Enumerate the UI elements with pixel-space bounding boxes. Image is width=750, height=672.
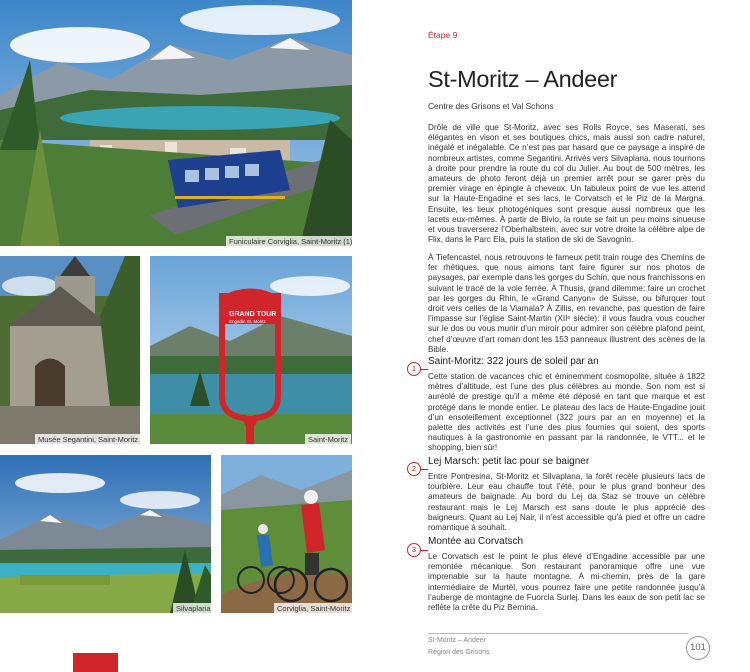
caption-segantini: Musée Segantini, Saint-Moritz [35, 434, 141, 445]
section-text-2: Entre Pontresina, St-Moritz et Silvaplana, la forêt recèle plusieurs lacs de tourbière. Leur eau chauffe tout l’été, pour le plus grand bonheur des amateurs de baignade. Au bord du Lej da Staz se trouve un célèbre restaurant mais le Lej Marsch est sans doute le plus apprécié des baigneurs. Quant au Lej Nair, il n’est accessible qu’à pied et offre un cadre romantique à souhait. [428, 472, 705, 533]
section-marker-2: 2 [407, 462, 421, 476]
page-title: St-Moritz – Andeer [428, 66, 618, 92]
grand-tour-sign-image [150, 256, 352, 444]
photo-corviglia [221, 455, 352, 613]
page-number: 101 [686, 636, 710, 660]
section-marker-3: 3 [407, 543, 421, 557]
page-edge-tab [73, 653, 118, 672]
page-subtitle: Centre des Grisons et Val Schons [428, 101, 554, 111]
photo-funicular [0, 0, 352, 246]
photo-grand-tour [150, 256, 352, 444]
section-marker-1: 1 [407, 362, 421, 376]
sign-text-line1: GRAND TOUR [229, 311, 277, 318]
segantini-museum-image [0, 256, 140, 444]
footer-divider [428, 633, 688, 634]
sign-text-line2: Engadin St. Moritz [229, 319, 266, 324]
section-marker-line-2 [420, 469, 428, 470]
footer-region: Région des Grisons [428, 649, 490, 656]
section-text-3: Le Corvatsch est le point le plus élevé d’Engadine accessible par une remontée mécanique. Son restaurant panoramique offre une vue imprenable sur la haute montagne. À mi-chemin, près de la gare intermédiaire de Murtèl, vous pourrez faire une petite randonnée jusqu’à l’auberge de montagne de Fuorcla Surlej. Dans les eaux de son petit lac se reflète la crête du Piz Bernina. [428, 552, 705, 613]
section-title-1: Saint-Moritz: 322 jours de soleil par an [428, 356, 599, 367]
caption-corviglia: Corviglia, Saint-Moritz [274, 603, 353, 614]
photo-silvaplana [0, 455, 211, 613]
caption-grand-tour: Saint-Moritz [305, 434, 351, 445]
section-text-1: Cette station de vacances chic et éminemment cosmopolite, située à 1822 mètres d’altitude, est l’une des plus célèbres au monde. Son nom est si auréolé de prestige qu’il a même été déposé en tant que marque et est protégé dans le monde entier. Le plateau des lacs de Haute-Engadine jouit d’un ensoleillement exceptionnel (322 jours par an en moyenne) et la palette des activités est l’une des plus fournies qui soient, des sports nautiques à la gastronomie en passant par la randonnée, le VTT... et le shopping, bien sûr! [428, 372, 705, 453]
section-title-3: Montée au Corvatsch [428, 536, 524, 547]
section-title-2: Lej Marsch: petit lac pour se baigner [428, 456, 590, 467]
section-marker-line-3 [420, 550, 428, 551]
section-marker-line-1 [420, 369, 428, 370]
intro-paragraph-1: Drôle de ville que St-Moritz, avec ses Rolls Royce, ses Maserati, ses élégantes en vison et ses boutiques chics, mais aussi son cadre naturel, inégalé et inégalable. Ce n’est pas par hasard que ce paysage a inspiré de nombreux artistes, comme Segantini. Arrivés vers Silvaplana, nous tournons à droite pour prendre la route du col du Julier. Au bout de 500 mètres, les amateurs de photo feront déjà un premier arrêt pour se garer près du premier virage en épingle à cheveux. Un fabuleux point de vue les attend sur la Haute-Engadine et ses lacs, le Corvatsch et le Piz de la Margna. Ensuite, les lieux photogéniques sont presque aussi nombreux que les lacets eux-mêmes. À partir de Bivio, la route se fait un peu moins sinueuse et vous traverserez l’Oberhalbstein, avec sur votre droite la célèbre alpe de Flix, dans le Parc Ela, puis la station de ski de Savognin. [428, 123, 705, 245]
caption-funicular: Funiculaire Corviglia, Saint-Moritz (1) [226, 236, 355, 247]
stage-label: Étape 9 [428, 30, 458, 40]
silvaplana-image [0, 455, 211, 613]
photo-segantini [0, 256, 140, 444]
intro-paragraph-2: À Tiefencastel, nous retrouvons le fameux petit train rouge des Chemins de fer rhétiques, que nous aimons tant faire figurer sur nos photos de paysages, par exemple dans les gorges du Schin, que nous franchissons en suivant le tracé de la voie ferrée. À Thusis, grand dilemme: faire un crochet par les gorges du Rhin, le «Grand Canyon» de Suisse, ou bifurquer tout droit vers celles de la Viamala? À Zillis, en revanche, pas question de faire l’impasse sur l’église Saint-Martin (XIIᵉ siècle): il vous faudra vous coucher sur le dos ou vous munir d’un miroir pour admirer son célèbre plafond peint, chef d’œuvre d’art roman dont les 153 panneaux illustrent des scènes de la Bible. [428, 253, 705, 354]
footer-route: St-Moritz – Andeer [428, 637, 486, 644]
funicular-image [0, 0, 352, 246]
corviglia-bikers-image [221, 455, 352, 613]
caption-silvaplana: Silvaplana [173, 603, 214, 614]
